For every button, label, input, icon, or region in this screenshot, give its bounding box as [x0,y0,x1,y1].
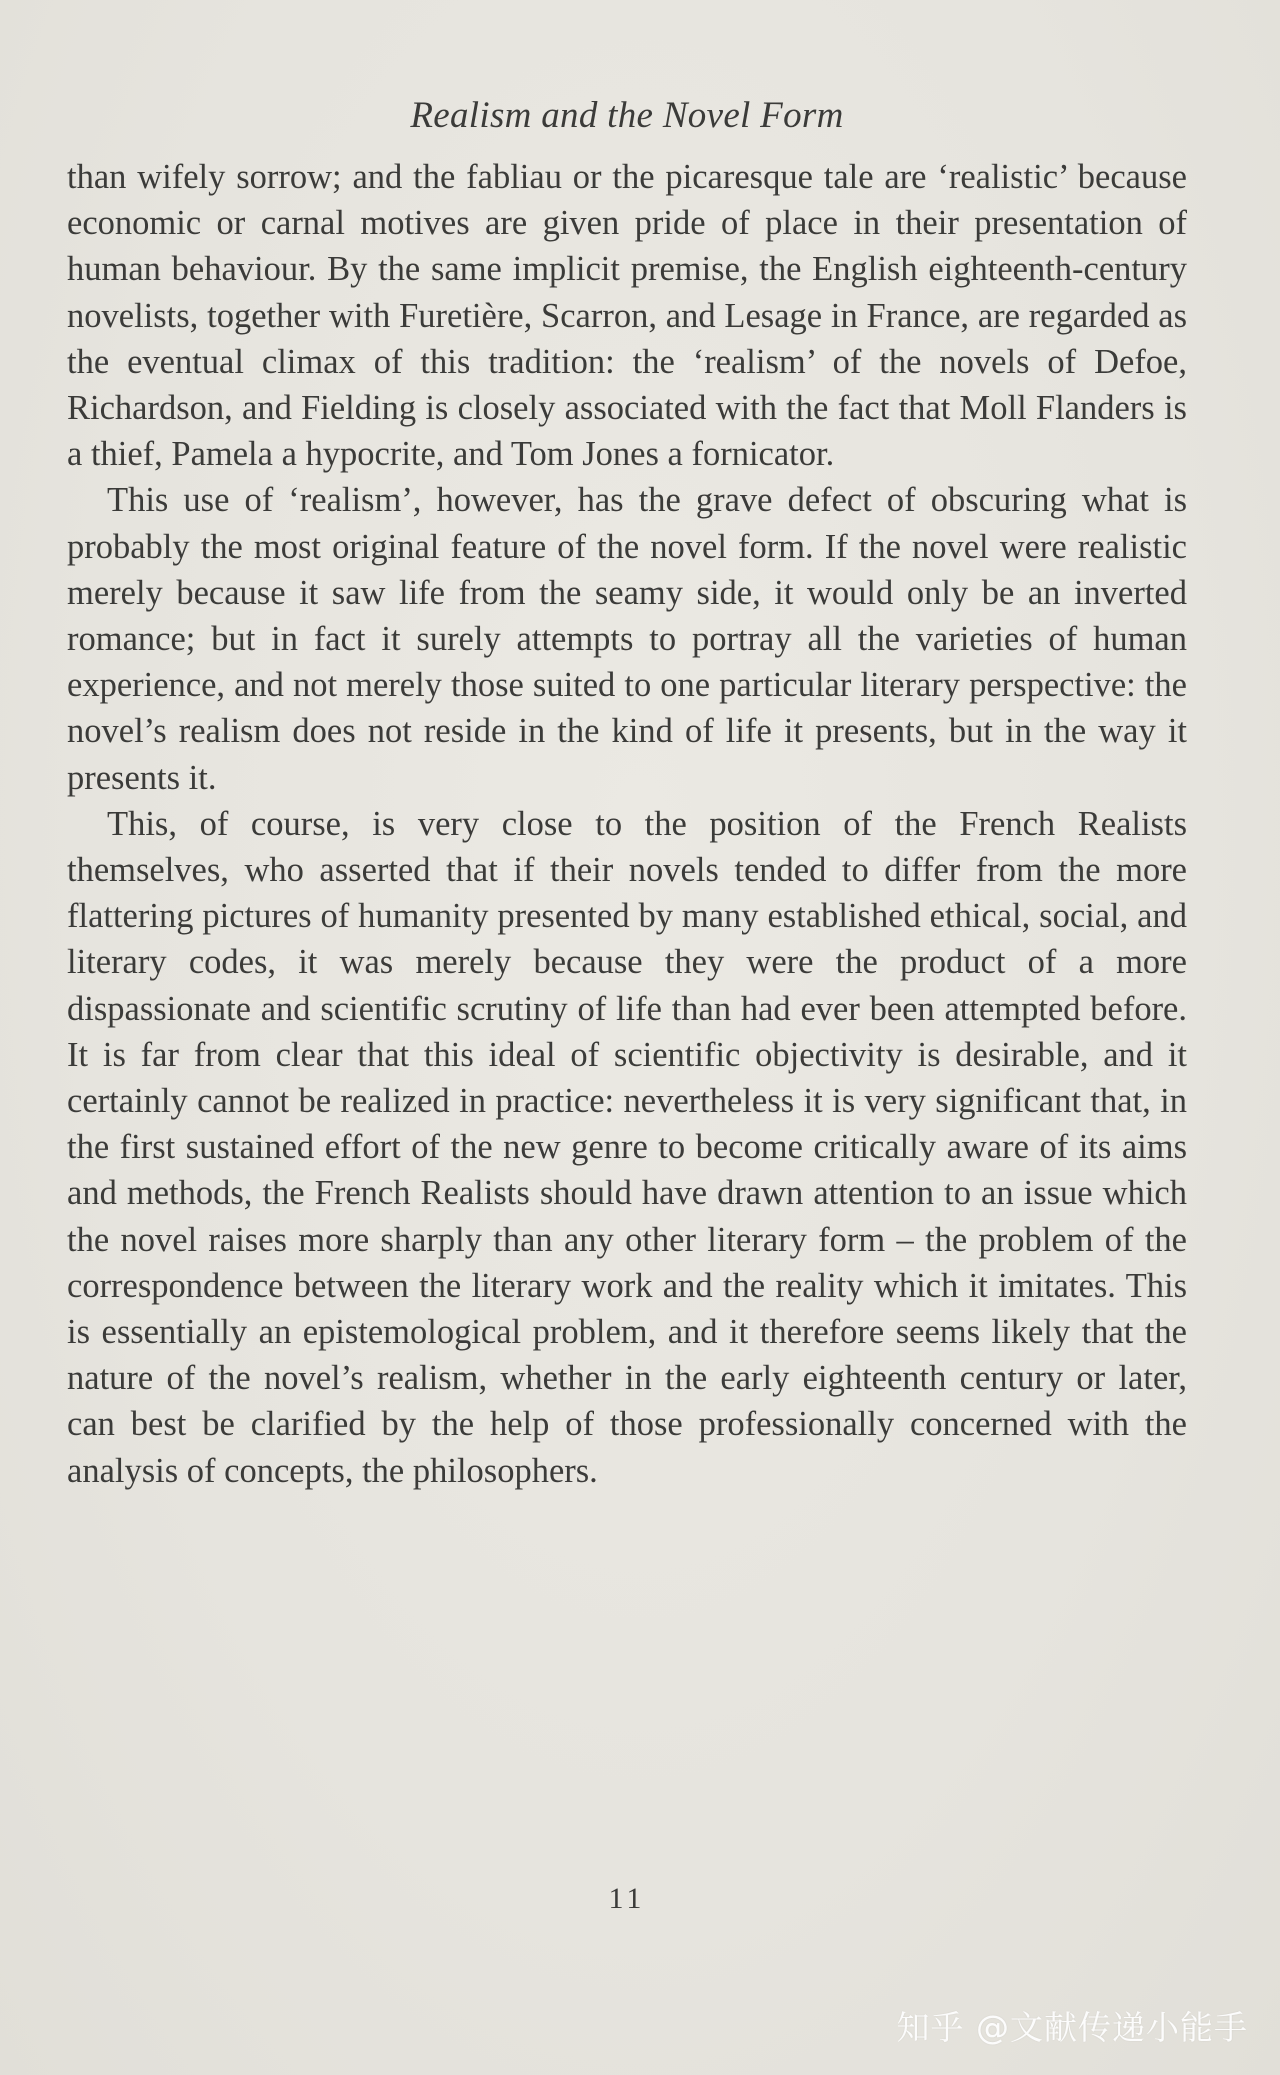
watermark-text: 知乎 @文献传递小能手 [896,2008,1248,2047]
paragraph-2: This use of ‘realism’, however, has the grave defect of obscuring what is probably the most original feature of the novel form. If the novel were realistic merely because it saw life from the seamy side, it would only be an inverted romance; but in fact it surely attempts to portray all the varieties of human experience, and not merely those suited to one particular literary perspective: the novel’s realism does not reside in the kind of life it presents, but in the way it presents it. [67,481,1187,797]
paragraph-3: This, of course, is very close to the position of the French Realists themselves, who asserted that if their novels tended to differ from the more flattering pictures of humanity presented by many established ethical, social, and literary codes, it was merely because they were the product of a more dispassionate and scientific scrutiny of life than had ever been attempted before. It is far from clear that this ideal of scientific objectivity is desirable, and it certainly cannot be realized in practice: nevertheless it is very significant that, in the first sustained effort of the new genre to become critically aware of its aims and methods, the French Realists should have drawn attention to an issue which the novel raises more sharply than any other literary form – the problem of the correspondence between the literary work and the reality which it imitates. This is essentially an epistemological problem, and it therefore seems likely that the nature of the novel’s realism, whether in the early eighteenth century or later, can best be clarified by the help of those professionally concerned with the analysis of concepts, the philosophers. [67,804,1187,1490]
body-text [67,154,1187,1494]
running-head-title: Realism and the Novel Form [410,95,844,136]
page-number: 11 [608,1882,646,1915]
paragraph-1: than wifely sorrow; and the fabliau or the picaresque tale are ‘realistic’ because economic or carnal motives are given pride of place in their presentation of human behaviour. By the same implicit premise, the English eighteenth-century novelists, together with Furetière, Scarron, and Lesage in France, are regarded as the eventual climax of this tradition: the ‘realism’ of the novels of Defoe, Richardson, and Fielding is closely associated with the fact that Moll Flanders is a thief, Pamela a hypocrite, and Tom Jones a fornicator. [67,158,1187,474]
